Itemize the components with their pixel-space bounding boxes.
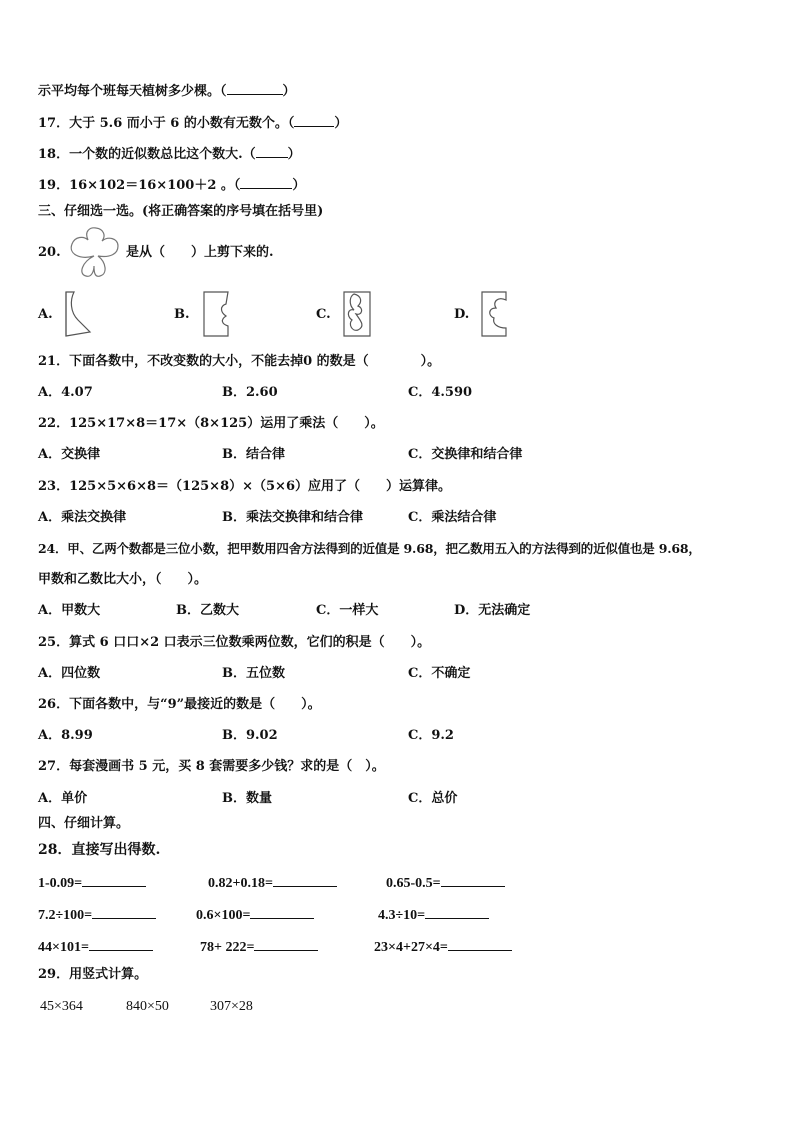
q24-option-a[interactable]: A．甲数大 xyxy=(38,603,101,618)
answer-blank[interactable] xyxy=(448,938,512,951)
calc-item: 0.65-0.5= xyxy=(386,874,505,893)
q29-title: 29．用竖式计算。 xyxy=(38,967,148,982)
answer-blank[interactable] xyxy=(273,874,337,887)
q16-line: 示平均每个班每天植树多少棵。（ ） xyxy=(38,84,296,99)
q20-number: 20. xyxy=(38,245,61,260)
q21-option-a[interactable]: A．4.07 xyxy=(38,385,93,400)
calc-item: 1-0.09= xyxy=(38,874,146,893)
q23-option-a[interactable]: A．乘法交换律 xyxy=(38,510,127,525)
option-d-shape-icon xyxy=(478,290,510,338)
option-c-shape-icon xyxy=(340,290,374,338)
answer-blank[interactable] xyxy=(82,874,146,887)
q19-text: 19．16×102＝16×100＋2 。 xyxy=(38,178,234,193)
q20-text: 是从（ ）上剪下来的. xyxy=(126,245,274,260)
q27-option-c[interactable]: C．总价 xyxy=(408,791,458,806)
section-3-heading: 三、仔细选一选。(将正确答案的序号填在括号里) xyxy=(38,204,324,219)
q28-title: 28．直接写出得数. xyxy=(38,842,161,858)
answer-blank-19[interactable] xyxy=(240,176,292,189)
q21-text: 21．下面各数中，不改变数的大小，不能去掉0 的数是（ ）。 xyxy=(38,354,441,369)
q16-text: 示平均每个班每天植树多少棵。 xyxy=(38,84,221,99)
q18-line: 18．一个数的近似数总比这个数大.（ ） xyxy=(38,147,301,162)
calc-item: 78+ 222= xyxy=(200,938,318,957)
q25-option-c[interactable]: C．不确定 xyxy=(408,666,471,681)
option-a-shape-icon xyxy=(62,290,92,338)
q20-option-b[interactable]: B. xyxy=(174,307,190,322)
answer-blank[interactable] xyxy=(250,906,314,919)
answer-blank-18[interactable] xyxy=(256,145,288,158)
q23-text: 23．125×5×6×8＝（125×8）×（5×6）应用了（ ）运算律。 xyxy=(38,479,451,494)
q20-option-d[interactable]: D. xyxy=(454,307,470,322)
q21-option-b[interactable]: B．2.60 xyxy=(222,385,278,400)
q18-text: 18．一个数的近似数总比这个数大. xyxy=(38,147,243,162)
q24-text-line-1: 24．甲、乙两个数都是三位小数，把甲数用四舍方法得到的近值是 9.68，把乙数用五入的方法得到的近似值也是 9.68， xyxy=(38,541,701,556)
q17-line: 17．大于 5.6 而小于 6 的小数有无数个。（ ） xyxy=(38,116,348,131)
q21-option-c[interactable]: C．4.590 xyxy=(408,385,473,400)
q27-option-b[interactable]: B．数量 xyxy=(222,791,272,806)
q26-option-c[interactable]: C．9.2 xyxy=(408,728,454,743)
answer-blank[interactable] xyxy=(441,874,505,887)
calc-item: 4.3÷10= xyxy=(378,906,489,925)
trefoil-shape-icon xyxy=(66,226,122,280)
q27-text: 27．每套漫画书 5 元，买 8 套需要多少钱？求的是（ ）。 xyxy=(38,759,385,774)
q24-option-b[interactable]: B．乙数大 xyxy=(176,603,239,618)
q24-text-line-2: 甲数和乙数比大小，（ ）。 xyxy=(38,572,208,587)
q22-option-c[interactable]: C．交换律和结合律 xyxy=(408,447,523,462)
q25-text: 25．算式 6 口口×2 口表示三位数乘两位数，它们的积是（ ）。 xyxy=(38,635,431,650)
answer-blank-16[interactable] xyxy=(227,82,283,95)
q22-text: 22．125×17×8＝17×（8×125）运用了乘法（ ）。 xyxy=(38,416,384,431)
q26-text: 26．下面各数中，与“9”最接近的数是（ ）。 xyxy=(38,697,321,712)
answer-blank-17[interactable] xyxy=(294,114,334,127)
q24-option-c[interactable]: C．一样大 xyxy=(316,603,379,618)
calc-item: 23×4+27×4= xyxy=(374,938,512,957)
option-b-shape-icon xyxy=(200,290,232,338)
vertical-calc-item: 840×50 xyxy=(126,999,169,1014)
q22-option-a[interactable]: A．交换律 xyxy=(38,447,101,462)
q20-option-c[interactable]: C. xyxy=(316,307,331,322)
calc-item: 0.6×100= xyxy=(196,906,314,925)
q20-option-a[interactable]: A. xyxy=(38,307,53,322)
answer-blank[interactable] xyxy=(254,938,318,951)
section-4-heading: 四、仔细计算。 xyxy=(38,816,130,831)
q23-option-b[interactable]: B．乘法交换律和结合律 xyxy=(222,510,363,525)
answer-blank[interactable] xyxy=(89,938,153,951)
q26-option-a[interactable]: A．8.99 xyxy=(38,728,93,743)
q26-option-b[interactable]: B．9.02 xyxy=(222,728,278,743)
vertical-calc-item: 307×28 xyxy=(210,999,253,1014)
q27-option-a[interactable]: A．单价 xyxy=(38,791,88,806)
calc-item: 44×101= xyxy=(38,938,153,957)
q25-option-a[interactable]: A．四位数 xyxy=(38,666,101,681)
answer-blank[interactable] xyxy=(425,906,489,919)
q19-line: 19．16×102＝16×100＋2 。（ ） xyxy=(38,178,306,193)
q24-option-d[interactable]: D．无法确定 xyxy=(454,603,531,618)
calc-item: 0.82+0.18= xyxy=(208,874,337,893)
q22-option-b[interactable]: B．结合律 xyxy=(222,447,285,462)
vertical-calc-item: 45×364 xyxy=(40,999,83,1014)
q25-option-b[interactable]: B．五位数 xyxy=(222,666,285,681)
calc-item: 7.2÷100= xyxy=(38,906,156,925)
answer-blank[interactable] xyxy=(92,906,156,919)
q23-option-c[interactable]: C．乘法结合律 xyxy=(408,510,497,525)
q17-text: 17．大于 5.6 而小于 6 的小数有无数个。 xyxy=(38,116,288,131)
